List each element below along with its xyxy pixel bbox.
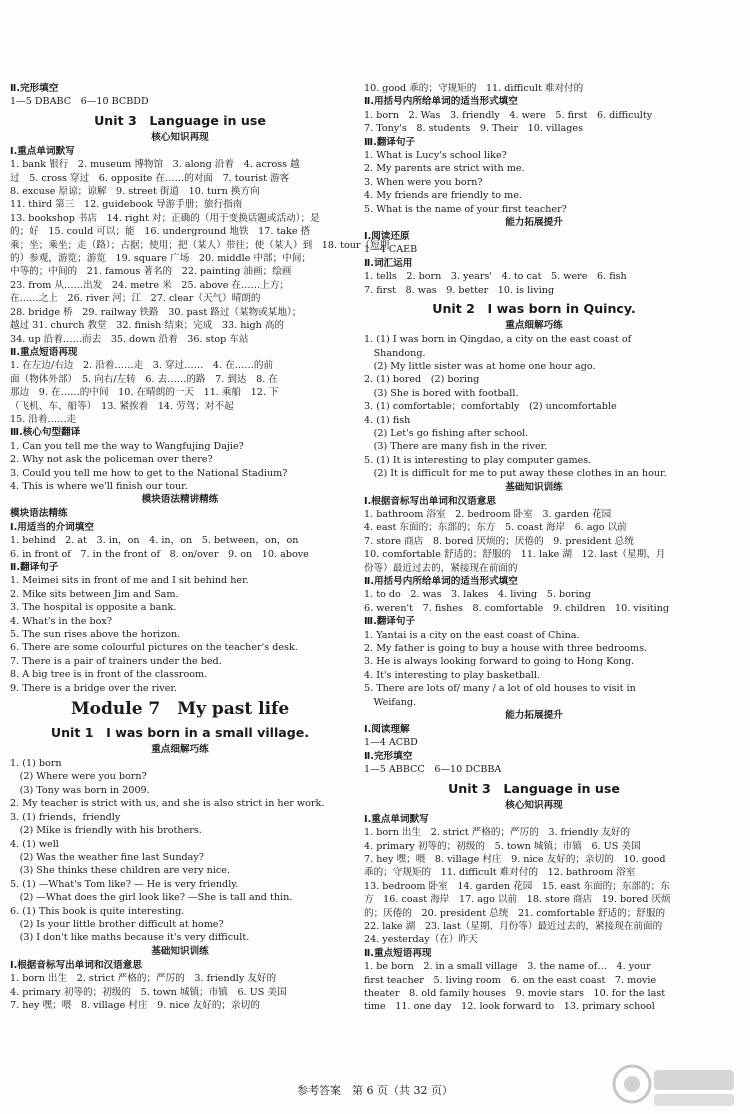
- answer-line: (3) She is bored with football.: [364, 387, 519, 399]
- answer-line: 24. yesterday（在）昨天: [364, 934, 478, 946]
- answer-line: 7. There is a pair of trainers under the bed.: [10, 655, 222, 667]
- answer-line: 乘；坐；乘坐；走（路）；占据；使用；把（某人）带往；使（某人）到 18. tour（短期: [10, 239, 390, 251]
- answer-line: 2. Why not ask the policeman over there?: [10, 454, 213, 466]
- section-heading: Ⅰ.阅读还原: [364, 231, 410, 243]
- right-column: [364, 82, 704, 1014]
- answer-line: 1. tells 2. born 3. years' 4. to cat 5. were 6. fish: [364, 271, 627, 283]
- answer-line: 5. (1) It is interesting to play computer games.: [364, 454, 592, 466]
- answer-line: (2) Let's go fishing after school.: [364, 427, 529, 439]
- answer-line: 7. hey 嘿；喂 8. village 村庄 9. nice 友好的；亲切的 10. good: [364, 853, 666, 865]
- answer-line: 11. third 第三 12. guidebook 导游手册；旅行指南: [10, 199, 243, 211]
- answer-line: 4. (1) well: [10, 838, 59, 850]
- answer-line: 那边 9. 在……的中间 10. 在晴朗的一天 11. 乘船 12. 下: [10, 387, 279, 399]
- answer-line: Shandong.: [364, 347, 426, 359]
- answer-line: 1—5 ABBCC 6—10 DCBBA: [364, 764, 502, 776]
- answer-line: 2. My parents are strict with me.: [364, 163, 525, 175]
- answer-line: (2) Mike is friendly with his brothers.: [10, 825, 202, 837]
- answer-line: 22. lake 湖 23. last（星期、月份等）最近过去的，紧接现在前面的: [364, 920, 663, 932]
- answer-line: 5. There are lots of/ many / a lot of old houses to visit in: [364, 683, 636, 695]
- subsection-title: 重点细解巧练: [505, 320, 563, 332]
- answer-line: 份等）最近过去的，紧接现在前面的: [364, 562, 518, 574]
- watermark-logo: [610, 1062, 740, 1110]
- answer-line: 在……之上 26. river 河；江 27. clear（天气）晴朗的: [10, 293, 261, 305]
- answer-line: time 11. one day 12. look forward to 13. primary school: [364, 1001, 655, 1013]
- answer-line: 7. store 商店 8. bored 厌烦的；厌倦的 9. president 总统: [364, 535, 634, 547]
- section-heading: Ⅱ.用括号内所给单词的适当形式填空: [364, 576, 518, 587]
- answer-line: 的；厌倦的 20. president 总统 21. comfortable 舒适的；舒服的: [364, 907, 666, 919]
- answer-line: 4. primary 初等的；初级的 5. town 城镇；市镇 6. US 美国: [10, 986, 287, 998]
- unit-title: Unit 3 Language in use: [448, 780, 620, 796]
- answer-line: first teacher 5. living room 6. on the east coast 7. movie: [364, 974, 657, 986]
- answer-line: 28. bridge 桥 29. railway 铁路 30. past 路过（某物或某地）；: [10, 306, 302, 318]
- answer-line: 10. good 乖的；守规矩的 11. difficult 难对付的: [364, 83, 584, 94]
- section-heading: Ⅱ.重点短语再现: [10, 346, 78, 358]
- answer-line: 1. bathroom 浴室 2. bedroom 卧室 3. garden 花园: [364, 508, 612, 520]
- answer-line: (2) It is difficult for me to put away these clothes in an hour.: [364, 468, 667, 480]
- answer-line: 1. 在左边/右边 2. 沿着……走 3. 穿过…… 4. 在……的前: [10, 360, 274, 372]
- answer-line: 面（物体外部） 5. 向右/左转 6. 去……的路 7. 到达 8. 在: [10, 373, 278, 385]
- subsection-title: 基础知识训练: [151, 945, 209, 957]
- answer-line: 1. Yantai is a city on the east coast of China.: [364, 629, 580, 641]
- answer-line: (3) Tony was born in 2009.: [10, 784, 150, 796]
- section-heading: Ⅲ.核心句型翻译: [10, 427, 81, 439]
- section-heading: Ⅱ.用括号内所给单词的适当形式填空: [364, 96, 518, 108]
- section-heading: Ⅰ.根据音标写出单词和汉语意思: [10, 959, 142, 971]
- answer-line: 2. My father is going to buy a house with three bedrooms.: [364, 643, 648, 655]
- answer-line: 1. Meimei sits in front of me and I sit behind her.: [10, 575, 249, 587]
- answer-line: 4. east 东面的；东部的；东方 5. coast 海岸 6. ago 以前: [364, 522, 627, 534]
- unit-title: Unit 3 Language in use: [94, 112, 266, 128]
- page-footer: 参考答案 第 6 页（共 32 页）: [297, 1084, 453, 1097]
- answer-line: 1—4 CAEB: [364, 244, 418, 256]
- answer-line: 8. excuse 原谅；谅解 9. street 街道 10. turn 换方向: [10, 186, 260, 198]
- section-heading: 模块语法精练: [10, 508, 68, 520]
- subsection-title: 能力拓展提升: [505, 710, 563, 722]
- answer-line: 5. The sun rises above the horizon.: [10, 629, 181, 641]
- answer-line: 4. What's in the box?: [10, 615, 112, 627]
- answer-line: theater 8. old family houses 9. movie stars 10. for the last: [364, 987, 666, 999]
- answer-line: 7. hey 嘿；喂 8. village 村庄 9. nice 友好的；亲切的: [10, 999, 260, 1011]
- section-heading: Ⅰ.用适当的介词填空: [10, 521, 94, 533]
- section-heading: Ⅰ.根据音标写出单词和汉语意思: [364, 495, 496, 507]
- answer-line: Weifang.: [364, 696, 417, 708]
- answer-line: 4. This is where we'll finish our tour.: [10, 480, 188, 492]
- answer-line: 3. Could you tell me how to get to the National Stadium?: [10, 467, 288, 479]
- subsection-title: 基础知识训练: [505, 481, 563, 493]
- answer-line: 3. When were you born?: [364, 176, 483, 188]
- unit-title: Unit 2 I was born in Quincy.: [432, 301, 636, 317]
- answer-line: 3. The hospital is opposite a bank.: [10, 602, 177, 614]
- answer-line: 4. My friends are friendly to me.: [364, 190, 522, 202]
- answer-line: 1. born 出生 2. strict 严格的；严厉的 3. friendly 友好的: [364, 827, 631, 839]
- answer-line: 1—4 ACBD: [364, 737, 418, 749]
- answer-line: 23. from 从……出发 24. metre 米 25. above 在……上方；: [10, 279, 290, 291]
- answer-line: 1. behind 2. at 3. in，on 4. in，on 5. between，on，on: [10, 535, 299, 547]
- answer-line: 的）参观，游览；游览 19. square 广场 20. middle 中部；中间；: [10, 253, 312, 265]
- section-heading: Ⅱ.词汇运用: [364, 257, 413, 269]
- answer-line: 中等的；中间的 21. famous 著名的 22. painting 油画；绘画: [10, 266, 292, 278]
- answer-line: 4. primary 初等的；初级的 5. town 城镇；市镇 6. US 美国: [364, 840, 641, 852]
- answer-line: 2. Mike sits between Jim and Sam.: [10, 588, 179, 600]
- answer-line: 2. My teacher is strict with us, and she is also strict in her work.: [10, 798, 325, 810]
- answer-line: 9. There is a bridge over the river.: [10, 682, 177, 694]
- answer-line: 10. comfortable 舒适的；舒服的 11. lake 湖 12. last（星期、月: [364, 549, 666, 561]
- answer-line: (2) Was the weather fine last Sunday?: [10, 851, 204, 863]
- answer-line: （飞机、车、船等） 13. 紧挨着 14. 劳驾；对不起: [10, 400, 234, 412]
- subsection-title: 能力拓展提升: [505, 217, 563, 229]
- answer-line: 1. (1) I was born in Qingdao, a city on the east coast of: [364, 334, 632, 346]
- answer-line: 4. It's interesting to play basketball.: [364, 669, 540, 681]
- answer-line: 1. be born 2. in a small village 3. the name of… 4. your: [364, 961, 651, 973]
- subsection-title: 模块语法精讲精练: [141, 494, 219, 506]
- answer-line: 方 16. coast 海岸 17. ago 以前 18. store 商店 19. bored 厌烦: [364, 894, 671, 906]
- answer-line: 3. (1) comfortable；comfortably (2) uncomfortable: [364, 401, 617, 413]
- answer-line: (3) I don't like maths because it's very difficult.: [10, 932, 250, 944]
- answer-line: 1—5 DBABC 6—10 BCBDD: [10, 96, 149, 108]
- answer-line: 3. He is always looking forward to going to Hong Kong.: [364, 656, 635, 668]
- answer-line: 15. 沿着……走: [10, 413, 77, 425]
- section-heading: Ⅱ.完形填空: [364, 750, 413, 762]
- section-heading: Ⅱ.完形填空: [10, 83, 59, 94]
- answer-line: 5. (1) —What's Tom like? — He is very friendly.: [10, 878, 239, 890]
- answer-line: 的；好 15. could 可以；能 16. underground 地铁 17. take 搭: [10, 226, 311, 238]
- section-heading: Ⅲ.翻译句子: [364, 136, 416, 148]
- answer-line: 7. Tony's 8. students 9. Their 10. villages: [364, 123, 584, 135]
- answer-line: 2. (1) bored (2) boring: [364, 374, 480, 386]
- answer-line: 1. What is Lucy's school like?: [364, 150, 507, 162]
- section-heading: Ⅱ.翻译句子: [10, 562, 59, 573]
- subsection-title: 核心知识再现: [505, 799, 563, 811]
- answer-line: 13. bookshop 书店 14. right 对；正确的（用于变换话题或活动）；是: [10, 212, 320, 224]
- answer-line: 越过 31. church 教堂 32. finish 结束；完成 33. high 高的: [10, 320, 285, 332]
- answer-line: 6. There are some colourful pictures on the teacher's desk.: [10, 642, 298, 654]
- answer-line: (2) Is your little brother difficult at home?: [10, 918, 224, 930]
- answer-line: 34. up 沿着……而去 35. down 沿着 36. stop 车站: [10, 333, 249, 345]
- subsection-title: 核心知识再现: [151, 131, 209, 143]
- section-heading: Ⅰ.重点单词默写: [10, 145, 75, 157]
- answer-line: (3) There are many fish in the river.: [364, 441, 548, 453]
- answer-line: 1. born 出生 2. strict 严格的；严厉的 3. friendly 友好的: [10, 973, 277, 985]
- subsection-title: 重点细解巧练: [151, 744, 209, 756]
- answer-line: 13. bedroom 卧室 14. garden 花园 15. east 东面的；东部的；东: [364, 880, 670, 892]
- answer-line: 1. Can you tell me the way to Wangfujing Dajie?: [10, 440, 244, 452]
- answer-line: (3) She thinks these children are very nice.: [10, 865, 230, 877]
- answer-line: 过 5. cross 穿过 6. opposite 在……的对面 7. tourist 游客: [10, 172, 290, 184]
- answer-line: (2) My little sister was at home one hour ago.: [364, 360, 596, 372]
- answer-line: 乖的；守规矩的 11. difficult 难对付的 12. bathroom 浴室: [364, 867, 636, 879]
- section-heading: Ⅰ.阅读理解: [364, 724, 410, 736]
- answer-line: 1. born 2. Was 3. friendly 4. were 5. first 6. difficulty: [364, 109, 653, 121]
- answer-line: 1. bank 银行 2. museum 博物馆 3. along 沿着 4. across 越: [10, 159, 300, 171]
- answer-line: 5. What is the name of your first teacher?: [364, 203, 567, 215]
- answer-line: 1. (1) born: [10, 758, 62, 770]
- answer-line: 6. (1) This book is quite interesting.: [10, 905, 185, 917]
- answer-line: 7. first 8. was 9. better 10. is living: [364, 284, 555, 296]
- answer-line: 1. to do 2. was 3. lakes 4. living 5. boring: [364, 589, 591, 601]
- answer-line: (2) —What does the girl look like? —She is tall and thin.: [10, 892, 293, 904]
- answer-line: 6. weren't 7. fishes 8. comfortable 9. children 10. visiting: [364, 602, 670, 614]
- unit-title: Unit 1 I was born in a small village.: [50, 725, 310, 741]
- answer-line: 3. (1) friends，friendly: [10, 811, 121, 823]
- answer-line: 4. (1) fish: [364, 414, 411, 426]
- section-heading: Ⅱ.重点短语再现: [364, 947, 432, 959]
- answer-line: 8. A big tree is in front of the classroom.: [10, 669, 208, 681]
- answer-line: (2) Where were you born?: [10, 771, 147, 783]
- answer-line: 6. in front of 7. in the front of 8. on/over 9. on 10. above: [10, 548, 309, 560]
- section-heading: Ⅰ.重点单词默写: [364, 813, 429, 825]
- section-heading: Ⅲ.翻译句子: [364, 616, 416, 628]
- module-title: Module 7 My past life: [70, 699, 290, 720]
